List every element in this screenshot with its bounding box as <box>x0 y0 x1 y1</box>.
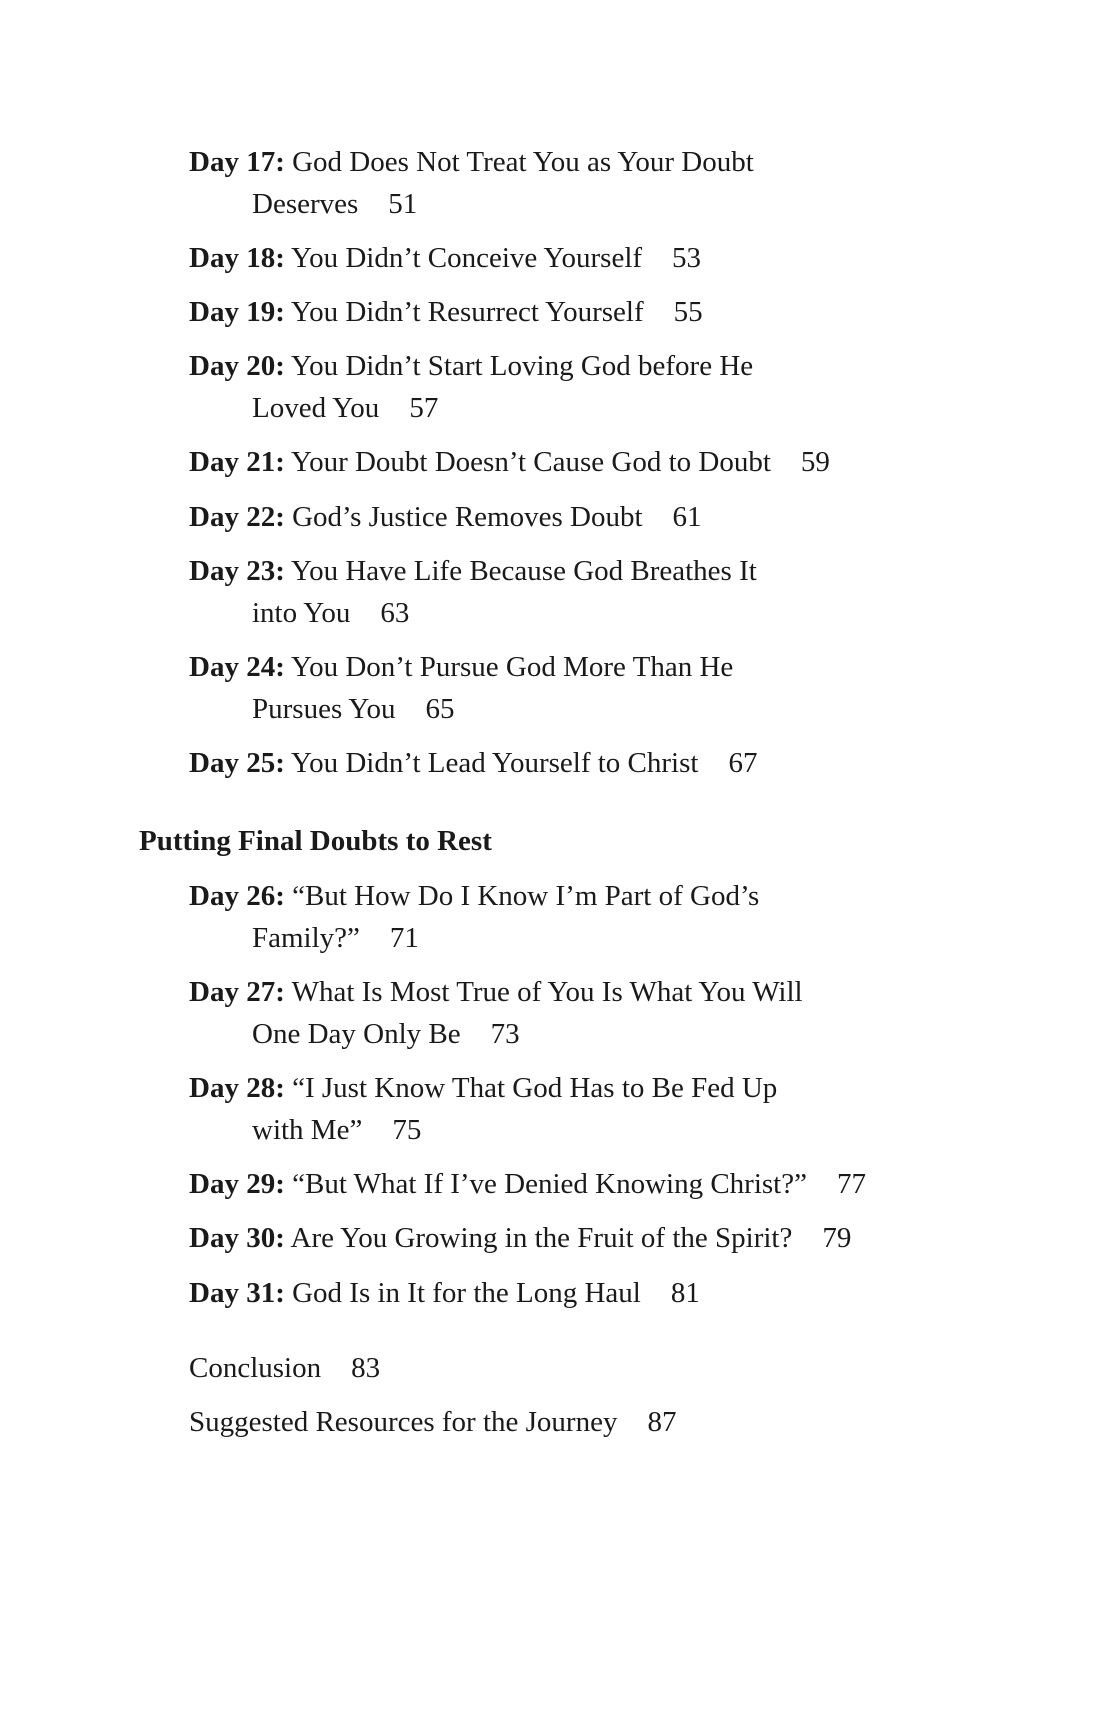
toc-entry-day-31 <box>189 1272 700 1314</box>
page-number: 87 <box>647 1406 677 1438</box>
day-label: Day 23: <box>189 555 285 587</box>
entry-title: “But How Do I Know I’m Part of God’s <box>292 880 760 912</box>
day-label: Day 24: <box>189 651 285 683</box>
page-number: 57 <box>409 392 439 424</box>
day-label: Day 30: <box>189 1222 285 1254</box>
day-label: Day 18: <box>189 242 285 274</box>
toc-entry-suggested-resources <box>189 1401 676 1443</box>
toc-entry-day-24-cont <box>189 688 454 730</box>
page-number: 83 <box>351 1352 381 1384</box>
toc-entry-day-29 <box>189 1163 866 1205</box>
toc-entry-day-28 <box>189 1067 777 1109</box>
toc-entry-day-25 <box>189 742 757 784</box>
toc-entry-day-18 <box>189 237 701 279</box>
day-label: Day 17: <box>189 146 285 178</box>
entry-title: Your Doubt Doesn’t Cause God to Doubt <box>291 446 771 478</box>
section-heading: Putting Final Doubts to Rest <box>139 825 492 857</box>
toc-entry-day-20 <box>189 345 753 387</box>
entry-title-cont: Deserves <box>252 188 359 220</box>
toc-entry-day-23 <box>189 550 757 592</box>
page-number: 59 <box>800 446 830 478</box>
entry-title-cont: One Day Only Be <box>252 1018 461 1050</box>
toc-entry-day-20-cont <box>189 387 438 429</box>
day-label: Day 25: <box>189 747 285 779</box>
toc-entry-day-26-cont <box>189 917 419 959</box>
entry-title: You Didn’t Conceive Yourself <box>291 242 643 274</box>
page-number: 51 <box>388 188 418 220</box>
day-label: Day 26: <box>189 880 285 912</box>
entry-title: “But What If I’ve Denied Knowing Christ?” <box>292 1168 807 1200</box>
toc-entry-day-17 <box>189 141 754 183</box>
entry-title: You Don’t Pursue God More Than He <box>291 651 734 683</box>
day-label: Day 22: <box>189 501 285 533</box>
entry-title-cont: with Me” <box>252 1114 363 1146</box>
entry-title: Are You Growing in the Fruit of the Spirit? <box>290 1222 793 1254</box>
entry-title-cont: Loved You <box>252 392 380 424</box>
page-number: 75 <box>392 1114 422 1146</box>
day-label: Day 28: <box>189 1072 285 1104</box>
toc-entry-day-24 <box>189 646 733 688</box>
day-label: Day 29: <box>189 1168 285 1200</box>
page-number: 77 <box>837 1168 866 1200</box>
entry-title-cont: into You <box>252 597 351 629</box>
entry-title: What Is Most True of You Is What You Will <box>291 976 803 1008</box>
toc-entry-day-21 <box>189 441 830 483</box>
toc-entry-day-22 <box>189 496 702 538</box>
entry-title-cont: Family?” <box>252 922 360 954</box>
entry-title: God’s Justice Removes Doubt <box>292 501 643 533</box>
toc-entry-day-30 <box>189 1217 851 1259</box>
toc-entry-day-26 <box>189 875 759 917</box>
toc-entry-day-19 <box>189 291 703 333</box>
entry-title: You Didn’t Resurrect Yourself <box>291 296 644 328</box>
page-number: 61 <box>672 501 702 533</box>
page-number: 71 <box>389 922 419 954</box>
entry-title: “I Just Know That God Has to Be Fed Up <box>292 1072 778 1104</box>
entry-title: You Have Life Because God Breathes It <box>291 555 757 587</box>
toc-entry-day-27-cont <box>189 1013 520 1055</box>
page-number: 73 <box>490 1018 520 1050</box>
day-label: Day 27: <box>189 976 285 1008</box>
entry-title: You Didn’t Start Loving God before He <box>291 350 754 382</box>
page-number: 81 <box>670 1277 700 1309</box>
page-number: 55 <box>673 296 703 328</box>
toc-entry-day-23-cont <box>189 592 409 634</box>
page-number: 63 <box>380 597 410 629</box>
entry-title: God Does Not Treat You as Your Doubt <box>292 146 754 178</box>
toc-entry-day-28-cont <box>189 1109 421 1151</box>
entry-title: Conclusion <box>189 1352 322 1384</box>
entry-title: You Didn’t Lead Yourself to Christ <box>291 747 699 779</box>
page-number: 65 <box>425 693 455 725</box>
day-label: Day 20: <box>189 350 285 382</box>
entry-title: God Is in It for the Long Haul <box>292 1277 641 1309</box>
page-number: 67 <box>728 747 758 779</box>
day-label: Day 19: <box>189 296 285 328</box>
toc-entry-conclusion <box>189 1347 380 1389</box>
entry-title: Suggested Resources for the Journey <box>189 1406 618 1438</box>
entry-title-cont: Pursues You <box>252 693 396 725</box>
day-label: Day 31: <box>189 1277 285 1309</box>
day-label: Day 21: <box>189 446 285 478</box>
toc-entry-day-17-cont <box>189 183 417 225</box>
page-number: 53 <box>672 242 702 274</box>
page-number: 79 <box>822 1222 852 1254</box>
toc-entry-day-27 <box>189 971 803 1013</box>
